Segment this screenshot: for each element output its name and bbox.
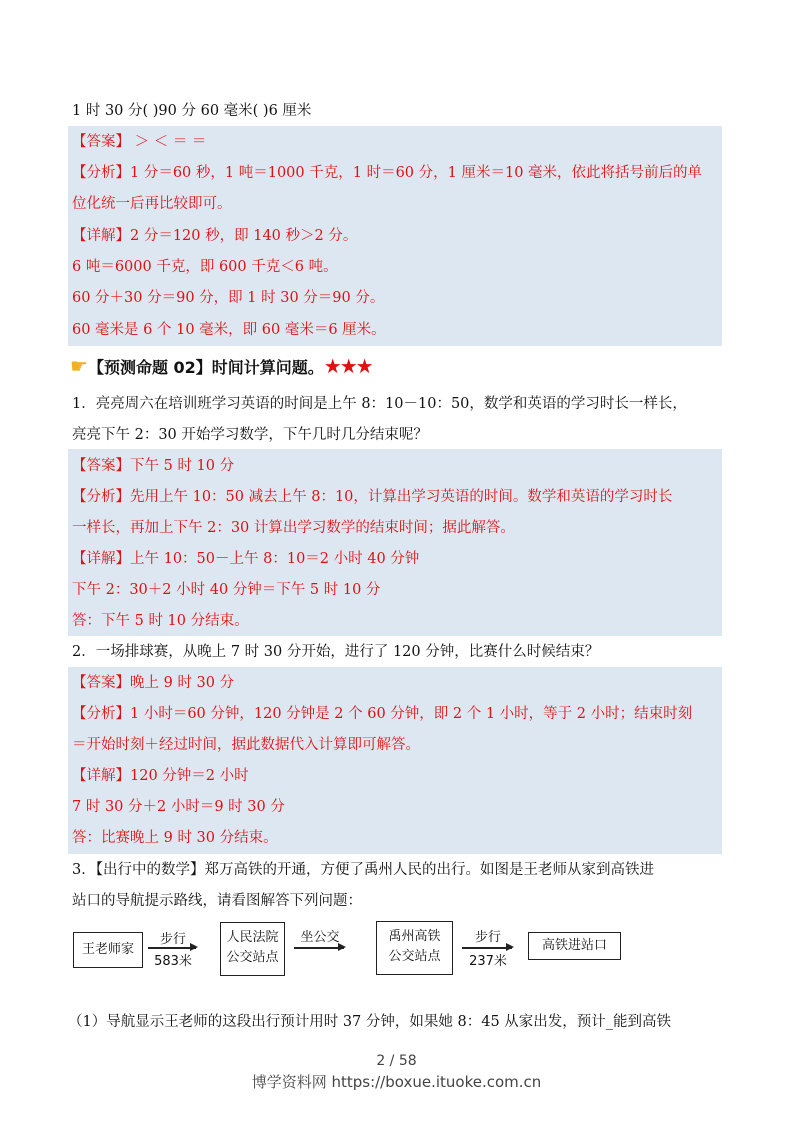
section-heading (70, 351, 372, 382)
question-2: 2．一场排球赛，从晚上 7 时 30 分开始，进行了 120 分钟，比赛什么时候结束？ (72, 644, 600, 660)
detail-line: 7 时 30 分＋2 小时＝9 时 30 分 (72, 799, 285, 815)
analysis: 【分析】1 小时＝60 分钟，120 分钟是 2 个 60 分钟，即 2 个 1 小时，等于 2 小时；结束时刻 (72, 706, 693, 722)
detail-line: 60 分＋30 分＝90 分，即 1 时 30 分＝90 分。 (72, 290, 385, 306)
analysis: 【分析】先用上午 10：50 减去上午 8：10，计算出学习英语的时间。数学和英语的学习时长 (72, 489, 673, 505)
analysis: 【分析】1 分＝60 秒，1 吨＝1000 千克，1 时＝60 分，1 厘米＝10 毫米，依此将括号前后的单 (72, 165, 703, 181)
question-1-cont: 亮亮下午 2：30 开始学习数学，下午几时几分结束呢？ (72, 427, 428, 443)
pointing-hand-icon: ☛ (70, 354, 88, 378)
node-station-entrance: 高铁进站口 (528, 932, 621, 960)
detail: 【详解】2 分＝120 秒，即 140 秒＞2 分。 (72, 228, 358, 244)
answer: 【答案】 ＞ ＜ ＝ ＝ (72, 134, 207, 150)
detail-line: 下午 2：30＋2 小时 40 分钟＝下午 5 时 10 分 (72, 582, 381, 598)
sub-question-1: （1）导航显示王老师的这段出行预计用时 37 分钟，如果她 8：45 从家出发，预计_能到高铁 (68, 1014, 672, 1030)
arrow-icon (148, 947, 196, 949)
arrow-label-top: 步行 (474, 930, 501, 945)
question-1: 1．亮亮周六在培训班学习英语的时间是上午 8：10－10：50，数学和英语的学习时长一样长， (72, 396, 687, 412)
arrow-label-top: 步行 (159, 932, 186, 947)
node-home: 王老师家 (73, 932, 143, 968)
star-rating-icon: ★★★ (323, 354, 372, 378)
node-court-bus-stop: 人民法院 公交站点 (220, 922, 285, 976)
answer: 【答案】下午 5 时 10 分 (72, 458, 235, 474)
arrow-label-bottom: 237米 (469, 954, 507, 969)
analysis-cont: 一样长，再加上下午 2：30 计算出学习数学的结束时间；据此解答。 (72, 520, 515, 536)
detail-line: 6 吨＝6000 千克，即 600 千克＜6 吨。 (72, 259, 338, 275)
question-line: 1 时 30 分( )90 分 60 毫米( )6 厘米 (72, 103, 312, 119)
detail-line: 60 毫米是 6 个 10 毫米，即 60 毫米＝6 厘米。 (72, 322, 386, 338)
arrow-icon (294, 947, 344, 949)
question-3-cont: 站口的导航提示路线，请看图解答下列问题： (72, 893, 362, 909)
analysis-cont: ＝开始时刻＋经过时间，据此数据代入计算即可解答。 (72, 737, 420, 753)
detail-line: 答：下午 5 时 10 分结束。 (72, 613, 249, 629)
node-yuzhou-bus-stop: 禹州高铁 公交站点 (376, 921, 453, 975)
arrow-label-top: 坐公交 (300, 930, 340, 945)
site-watermark: 博学资料网 https://boxue.ituoke.com.cn (251, 1073, 542, 1091)
page-number: 2 / 58 (376, 1053, 417, 1069)
question-3: 3．【出行中的数学】郑万高铁的开通，方便了禹州人民的出行。如图是王老师从家到高铁进 (72, 862, 654, 878)
answer: 【答案】晚上 9 时 30 分 (72, 675, 235, 691)
detail: 【详解】120 分钟＝2 小时 (72, 768, 249, 784)
arrow-icon (462, 947, 512, 949)
detail: 【详解】上午 10：50－上午 8：10＝2 小时 40 分钟 (72, 551, 420, 567)
detail-line: 答：比赛晚上 9 时 30 分结束。 (72, 830, 278, 846)
arrow-label-bottom: 583米 (154, 954, 192, 969)
analysis-cont: 位化统一后再比较即可。 (72, 196, 232, 212)
heading-text: 【预测命题 02】时间计算问题。 (87, 358, 324, 377)
